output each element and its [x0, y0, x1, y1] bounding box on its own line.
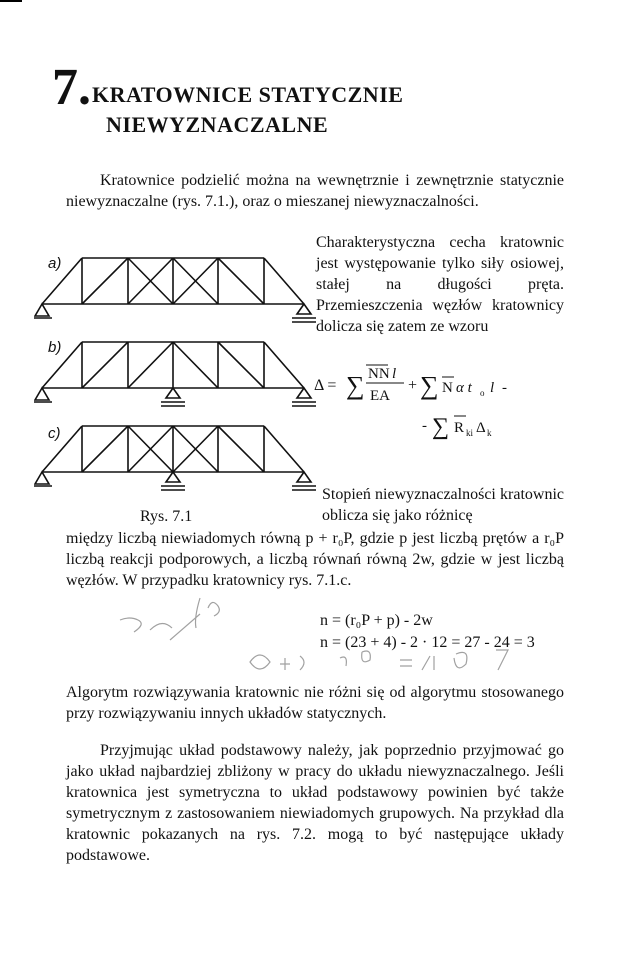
formula-alpha-t: α t: [456, 380, 472, 396]
truss-a: [34, 258, 316, 322]
formula-delta: Δ =: [314, 377, 337, 394]
formula-nn: NN: [368, 366, 390, 382]
formula-plus: +: [408, 377, 418, 394]
equation-1: n = (r₀P + p) - 2w: [320, 612, 433, 629]
side-paragraph: Charakterystyczna cecha kratownic jest występowanie tylko siły osiowej, stałej na długości pręta. Przemieszczenia węzłów kratownicy dolicza się zatem ze wzoru: [316, 234, 564, 335]
formula-n-bar: N: [442, 380, 453, 396]
chapter-title-line1: KRATOWNICE STATYCZNIE: [92, 82, 404, 107]
paragraph-4: Przyjmując układ podstawowy należy, jak poprzednio przyjmować go jako układ najbardziej zbliżony w pracy do układu niewyznaczalnego. Jeśli kratownica jest symetryczna to układ podstawowy powinien być także symetrycznym z zastosowaniem niewiadomych grupowych. Na przykład dla kratownic pokazanych na rys. 7.2. mogą to być następujące układy podstawowe.: [66, 742, 564, 864]
figure-label-c: c): [48, 425, 61, 442]
formula-ea: EA: [370, 388, 390, 404]
chapter-title: [92, 80, 403, 140]
chapter-number: 7.: [52, 59, 91, 116]
formula-sub-k: k: [487, 428, 492, 438]
page-edge-mark: [0, 0, 22, 2]
formula-sum-1: ∑: [346, 371, 365, 400]
stopien-paragraph: Stopień niewyznaczalności kratownic oblicza się jako różnicę: [322, 486, 564, 524]
figure-label-b: b): [48, 339, 62, 356]
truss-figure: [34, 248, 324, 508]
formula-minus-2: -: [422, 418, 427, 434]
chapter-title-line2: NIEWYZNACZALNE: [106, 112, 329, 137]
formula-sub-ki: ki: [466, 428, 474, 438]
equation-2: n = (23 + 4) - 2 · 12 = 27 - 24 = 3: [320, 634, 535, 651]
formula-delta-k: Δ: [476, 420, 486, 436]
formula-l: l: [392, 366, 397, 382]
truss-b: [34, 342, 316, 406]
formula-sub-o: o: [480, 388, 485, 398]
displacement-formula: [312, 356, 572, 446]
formula-l2: l: [490, 380, 495, 396]
figure-label-a: a): [48, 255, 62, 272]
truss-c: [34, 426, 316, 490]
figure-caption: Rys. 7.1: [140, 508, 193, 525]
formula-r: R: [454, 420, 465, 436]
intro-paragraph: Kratownice podzielić można na wewnętrznie i zewnętrznie statycznie niewyznaczalne (rys. 7.1.), oraz o mieszanej niewyznaczalności.: [66, 172, 564, 210]
paragraph-3: Algorytm rozwiązywania kratownic nie różni się od algorytmu stosowanego przy rozwiązywaniu innych układów statycznych.: [66, 684, 564, 722]
paragraph-2: między liczbą niewiadomych równą p + r₀P, gdzie p jest liczbą prętów a r₀P liczbą reakcji podporowych, a liczbą równań równą 2w, gdzie w jest liczbą węzłów. W przypadku kratownicy rys. 7.1.c.: [66, 530, 564, 589]
formula-sum-3: ∑: [432, 414, 450, 440]
equations-block: [320, 610, 535, 654]
formula-minus: -: [502, 380, 507, 396]
formula-sum-2: ∑: [420, 371, 439, 400]
